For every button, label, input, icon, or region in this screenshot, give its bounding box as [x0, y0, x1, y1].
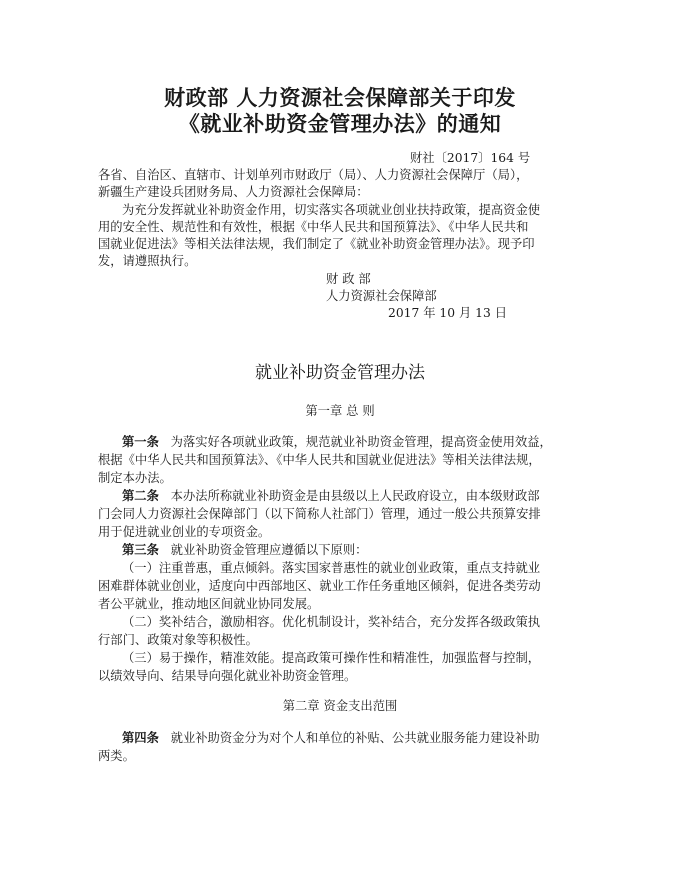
article3-line1: [122, 542, 367, 559]
chapter1-heading: 第一章 总 则: [305, 404, 375, 418]
article4-line1: [122, 730, 540, 747]
article2-label: 第二条: [122, 489, 159, 503]
notice-body-line1: 为充分发挥就业补助资金作用，切实落实各项就业创业扶持政策，提高资金使: [122, 203, 541, 217]
notice-title-line1: 财政部 人力资源社会保障部关于印发: [164, 86, 516, 110]
chapter2-heading: 第二章 资金支出范围: [282, 699, 398, 713]
signer-ministry-of-finance: 财 政 部: [326, 272, 371, 286]
article1-text: 为落实好各项就业政策，规范就业补助资金管理，提高资金使用效益，: [170, 435, 552, 449]
doc-number: 财社〔2017〕164 号: [410, 151, 531, 165]
article4-line2: 两类。: [98, 749, 135, 763]
article4-text: 就业补助资金分为对个人和单位的补贴、公共就业服务能力建设补助: [170, 731, 540, 745]
measures-title: 就业补助资金管理办法: [255, 363, 425, 383]
article1-line1: [122, 434, 552, 451]
article4-label: 第四条: [122, 731, 159, 745]
notice-body-line3: 国就业促进法》等相关法律法规，我们制定了《就业补助资金管理办法》。现予印: [98, 237, 535, 251]
recipients-line2: 新疆生产建设兵团财务局、人力资源社会保障局：: [98, 185, 369, 199]
principle3-line2: 以绩效导向、结果导向强化就业补助资金管理。: [98, 669, 357, 683]
article3-text: 就业补助资金管理应遵循以下原则：: [170, 543, 368, 557]
recipients-line1: 各省、自治区、直辖市、计划单列市财政厅（局）、人力资源社会保障厅（局），: [98, 168, 529, 182]
principle1-line1: （一）注重普惠，重点倾斜。落实国家普惠性的就业创业政策，重点支持就业: [122, 561, 541, 575]
article1-line2: 根据《中华人民共和国预算法》、《中华人民共和国就业促进法》等相关法律法规，: [98, 453, 541, 467]
principle2-line2: 行部门、政策对象等积极性。: [98, 633, 258, 647]
article1-label: 第一条: [122, 435, 159, 449]
notice-body-line4: 发，请遵照执行。: [98, 254, 197, 268]
article2-text: 本办法所称就业补助资金是由县级以上人民政府设立，由本级财政部: [170, 489, 540, 503]
article2-line2: 门会同人力资源社会保障部门（以下简称人社部门）管理，通过一般公共预算安排: [98, 507, 541, 521]
signer-ministry-of-hr: 人力资源社会保障部: [326, 289, 437, 303]
article1-line3: 制定本办法。: [98, 471, 172, 485]
notice-date: 2017 年 10 月 13 日: [388, 306, 508, 320]
article2-line3: 用于促进就业创业的专项资金。: [98, 525, 271, 539]
principle3-line1: （三）易于操作，精准效能。提高政策可操作性和精准性，加强监督与控制，: [122, 651, 541, 665]
article2-line1: [122, 488, 540, 505]
notice-body-line2: 用的安全性、规范性和有效性，根据《中华人民共和国预算法》、《中华人民共和: [98, 220, 529, 234]
notice-title-line2: 《就业补助资金管理办法》的通知: [178, 112, 502, 136]
principle2-line1: （二）奖补结合，激励相容。优化机制设计，奖补结合，充分发挥各级政策执: [122, 615, 541, 629]
article3-label: 第三条: [122, 543, 159, 557]
principle1-line2: 困难群体就业创业，适度向中西部地区、就业工作任务重地区倾斜，促进各类劳动: [98, 579, 541, 593]
principle1-line3: 者公平就业，推动地区间就业协同发展。: [98, 597, 320, 611]
